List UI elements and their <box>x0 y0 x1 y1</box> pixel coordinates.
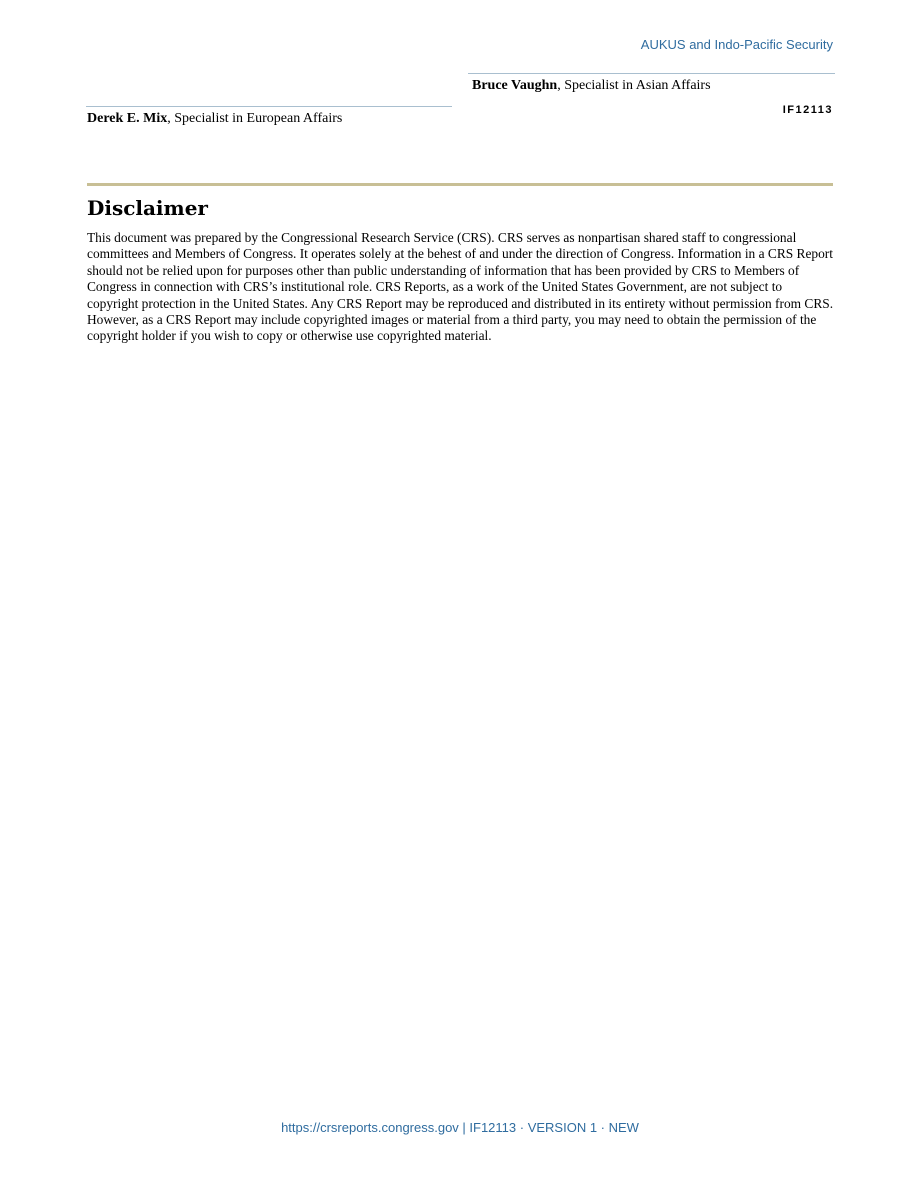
running-header-title: AUKUS and Indo-Pacific Security <box>640 37 833 52</box>
disclaimer-heading: Disclaimer <box>87 196 208 220</box>
author-title: , Specialist in European Affairs <box>167 111 343 126</box>
author-divider-left <box>86 106 452 107</box>
author-title: , Specialist in Asian Affairs <box>557 78 711 93</box>
author-divider-right <box>468 73 835 74</box>
page-footer[interactable]: https://crsreports.congress.gov | IF12113 · VERSION 1 · NEW <box>281 1120 639 1135</box>
author-derek-mix <box>87 111 342 127</box>
author-bruce-vaughn <box>472 78 711 94</box>
author-name: Bruce Vaughn <box>472 78 558 93</box>
disclaimer-body: This document was prepared by the Congressional Research Service (CRS). CRS serves as nonpartisan shared staff to congressional committees and Members of Congress. It operates solely at the behest of and under the direction of Congress. Information in a CRS Report should not be relied upon for purposes other than public understanding of information that has been provided by CRS to Members of Congress in connection with CRS’s institutional role. CRS Reports, as a work of the United States Government, are not subject to copyright protection in the United States. Any CRS Report may be reproduced and distributed in its entirety without permission from CRS. However, as a CRS Report may include copyrighted images or material from a third party, you may need to obtain the permission of the copyright holder if you wish to copy or otherwise use copyrighted material. <box>87 230 834 344</box>
author-name: Derek E. Mix <box>87 111 168 126</box>
section-divider <box>87 183 833 186</box>
report-id: IF12113 <box>782 104 833 116</box>
